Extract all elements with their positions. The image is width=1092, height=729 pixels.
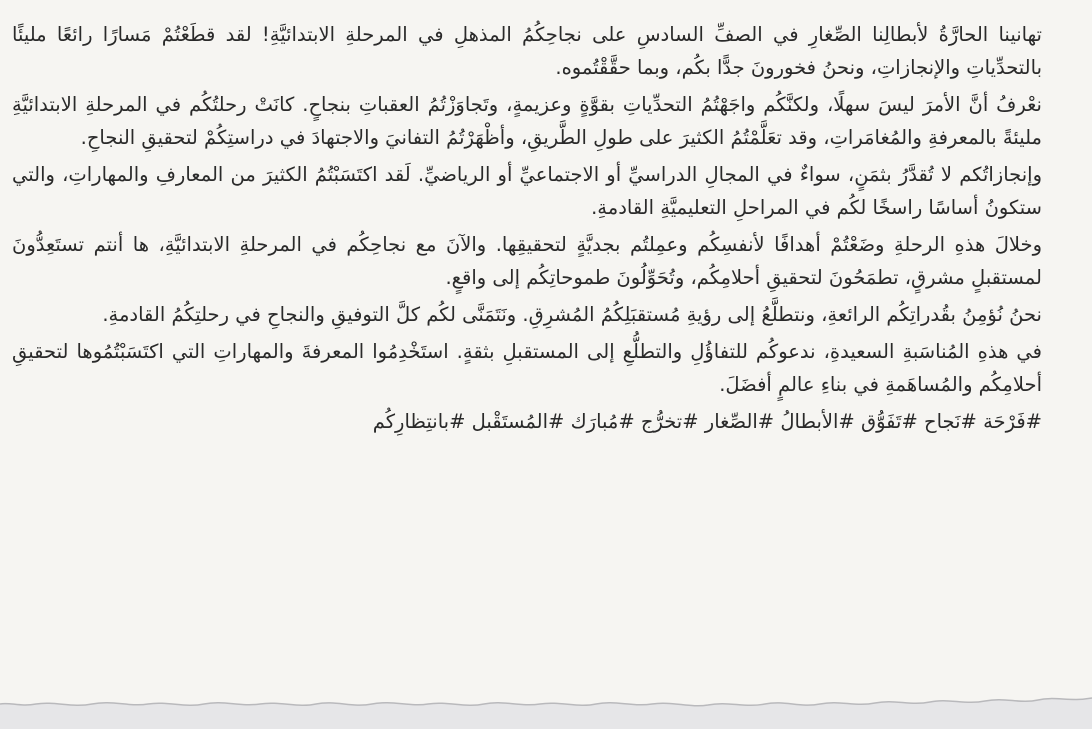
paragraph-invitation: في هذهِ المُناسَبةِ السعيدةِ، ندعوكُم للتفاؤُلِ والتطلُّعِ إلى المستقبلِ بثقةٍ. استَخْدِمُوا المعرفةَ والمهاراتِ التي اكتَسَبْتُمُوها لتحقيقِ أحلامِكُم والمُساهَمةِ في بناءِ عالمٍ أفضَلَ. bbox=[12, 340, 1042, 396]
torn-paper-edge bbox=[0, 682, 1092, 729]
hashtags-line: #فَرْحَة #نَجاح #تَفَوُّق #الأبطالُ #الصِّغار #تخرُّج #مُبارَك #المُستَقْبل #بانتِظارِكُم bbox=[372, 410, 1042, 433]
paragraph-congratulations: تهانينا الحارَّةُ لأبطالِنا الصِّغارِ في الصفِّ السادسِ على نجاحِكُمُ المذهلِ في المرحلةِ الابتدائيَّةِ! لقد قطَعْتُمْ مَسارًا رائعًا مليئًا بالتحدِّياتِ والإنجازاتِ، ونحنُ فخورونَ جدًّا بكُم، وبما حقَّقْتُموه. bbox=[12, 23, 1042, 79]
paragraph-belief: نحنُ نُؤمِنُ بقُدراتِكُم الرائعةِ، ونتطلَّعُ إلى رؤيةِ مُستقبَلِكُمُ المُشرِقِ. ونَتَمَنَّى لكُم كلَّ التوفيقِ والنجاحِ في رحلتِكُمُ القادمةِ. bbox=[102, 303, 1042, 326]
paragraph-challenges: نعْرفُ أنَّ الأمرَ ليسَ سهلًا، ولكنَّكُم واجَهْتُمُ التحدِّياتِ بقوَّةٍ وعزيمةٍ، وتَجاوَزْتُمُ العقباتِ بنجاحٍ. كانَتْ رحلتُكُم في المرحلةِ الابتدائيَّةِ مليئةً بالمعرفةِ والمُغامَراتِ، وقد تعَلَّمْتُمُ الكثيرَ على طولِ الطَّريقِ، وأظْهَرْتُمُ التفانيَ والاجتهادَ في دراستِكُمْ لتحقيقِ النجاحِ. bbox=[12, 93, 1042, 149]
congratulations-letter bbox=[12, 18, 1042, 442]
paragraph-achievements: وإنجازاتُكم لا تُقدَّرُ بثمَنٍ، سواءٌ في المجالِ الدراسيِّ أو الاجتماعيِّ أو الرياضيِّ. لَقد اكتَسَبْتُمُ الكثيرَ من المعارفِ والمهاراتِ، والتي ستكونُ أساسًا راسخًا لكُم في المراحلِ التعليميَّةِ القادمةِ. bbox=[12, 163, 1042, 219]
paragraph-goals: وخلالَ هذهِ الرحلةِ وضَعْتُمْ أهدافًا لأنفسِكُم وعمِلتُم بجديَّةٍ لتحقيقِها. والآنَ مع نجاحِكُم في المرحلةِ الابتدائيَّةِ، ها أنتم تستَعِدُّونَ لمستقبلٍ مشرقٍ، تطمَحُونَ لتحقيقِ أحلامِكُم، وتُحَوِّلُونَ طموحاتِكُم إلى واقعٍ. bbox=[12, 233, 1042, 289]
